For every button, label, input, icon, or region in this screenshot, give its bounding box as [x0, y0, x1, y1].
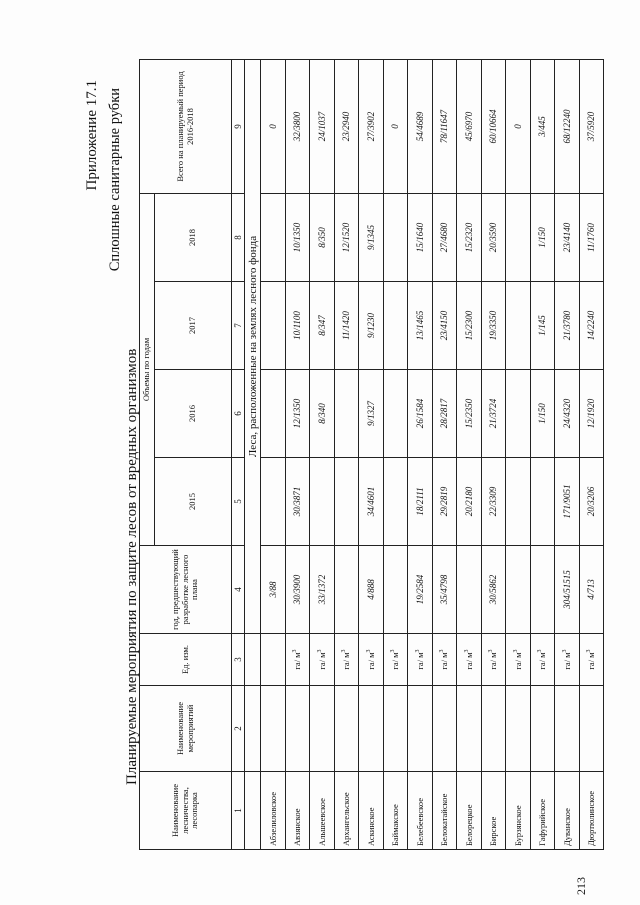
- value-total: 0: [261, 59, 286, 193]
- section-spacer: [245, 686, 261, 772]
- value-total: 60/10664: [481, 59, 506, 193]
- unit-superscript: 3: [390, 649, 397, 653]
- value-2018: [261, 193, 286, 281]
- column-number: 5: [232, 458, 245, 546]
- measure-cell: [579, 686, 604, 772]
- value-2017: [506, 282, 531, 370]
- value-2018: 1/150: [530, 193, 555, 281]
- table-row: [408, 59, 433, 849]
- measure-cell: [334, 686, 359, 772]
- unit-text: га/ м: [463, 652, 474, 670]
- value-2017: 14/2240: [579, 282, 604, 370]
- unit-superscript: 3: [463, 649, 470, 653]
- unit-superscript: 3: [488, 649, 495, 653]
- value-prior-year: [457, 546, 482, 634]
- unit-superscript: 3: [439, 649, 446, 653]
- unit-cell: [383, 634, 408, 686]
- value-2016: 9/1327: [359, 370, 384, 458]
- value-prior-year: [506, 546, 531, 634]
- value-2018: 8/350: [310, 193, 335, 281]
- value-total: 0: [383, 59, 408, 193]
- table-row: [506, 59, 531, 849]
- value-total: 0: [506, 59, 531, 193]
- unit-cell: [432, 634, 457, 686]
- measure-cell: [530, 686, 555, 772]
- measure-cell: [457, 686, 482, 772]
- unit-text: га/ м: [292, 652, 303, 670]
- header-total: Всего на планируемый период 2016-2018: [140, 59, 232, 193]
- table-row: [530, 59, 555, 849]
- value-2017: [383, 282, 408, 370]
- value-prior-year: 4/888: [359, 546, 384, 634]
- value-2017: 8/347: [310, 282, 335, 370]
- value-2017: 9/1230: [359, 282, 384, 370]
- value-2015: [383, 458, 408, 546]
- value-2016: [506, 370, 531, 458]
- value-2016: 21/3724: [481, 370, 506, 458]
- value-2016: [261, 370, 286, 458]
- value-2017: 23/4150: [432, 282, 457, 370]
- unit-text: га/ м: [488, 652, 499, 670]
- value-2015: 29/2819: [432, 458, 457, 546]
- unit-cell: [530, 634, 555, 686]
- value-2015: 18/2111: [408, 458, 433, 546]
- table-subtitle: Сплошные санитарные рубки: [107, 88, 123, 272]
- unit-text: га/ м: [316, 652, 327, 670]
- forestry-name: Абзелиловское: [261, 772, 286, 850]
- header-prior-year: год, предшествующий разработке лесного плана: [140, 546, 232, 634]
- header-2015: 2015: [155, 458, 232, 546]
- column-number: 8: [232, 193, 245, 281]
- value-2015: 30/3871: [285, 458, 310, 546]
- header-2017: 2017: [155, 282, 232, 370]
- value-2015: 22/3309: [481, 458, 506, 546]
- value-2018: 27/4680: [432, 193, 457, 281]
- table-row: [285, 59, 310, 849]
- unit-cell: [579, 634, 604, 686]
- header-2018: 2018: [155, 193, 232, 281]
- value-2018: 15/2320: [457, 193, 482, 281]
- measure-cell: [506, 686, 531, 772]
- value-2015: 20/3206: [579, 458, 604, 546]
- appendix-label: Приложение 17.1: [84, 80, 100, 191]
- table-row: [310, 59, 335, 849]
- column-number: 7: [232, 282, 245, 370]
- forestry-name: Дуванское: [555, 772, 580, 850]
- unit-text: га/ м: [537, 652, 548, 670]
- forestry-name: Баймакское: [383, 772, 408, 850]
- header-volumes-by-year: Объемы по годам: [140, 193, 155, 545]
- forestry-name: Бурзянское: [506, 772, 531, 850]
- value-2017: 15/2300: [457, 282, 482, 370]
- value-total: 27/3902: [359, 59, 384, 193]
- value-total: 78/11647: [432, 59, 457, 193]
- value-2016: 24/4320: [555, 370, 580, 458]
- unit-superscript: 3: [365, 649, 372, 653]
- measure-cell: [432, 686, 457, 772]
- value-total: 54/4689: [408, 59, 433, 193]
- column-number: 4: [232, 546, 245, 634]
- header-forestry: Наименование лесничества, лесопарка: [140, 772, 232, 850]
- value-2018: [506, 193, 531, 281]
- unit-cell: [481, 634, 506, 686]
- page-number: 213: [574, 877, 588, 895]
- table-row: [261, 59, 286, 849]
- column-number: 1: [232, 772, 245, 850]
- forestry-name: Белорецкое: [457, 772, 482, 850]
- unit-cell: [555, 634, 580, 686]
- value-prior-year: 30/5862: [481, 546, 506, 634]
- value-prior-year: 30/3900: [285, 546, 310, 634]
- forestry-name: Белокатайское: [432, 772, 457, 850]
- value-2017: 13/1465: [408, 282, 433, 370]
- column-number: 3: [232, 634, 245, 686]
- value-total: 23/2940: [334, 59, 359, 193]
- table-row: [579, 59, 604, 849]
- table-row: [555, 59, 580, 849]
- value-2015: [334, 458, 359, 546]
- value-2017: 19/3350: [481, 282, 506, 370]
- value-prior-year: 3/88: [261, 546, 286, 634]
- forestry-name: Дюртюлинское: [579, 772, 604, 850]
- section-spacer: [245, 634, 261, 686]
- value-2018: 20/3590: [481, 193, 506, 281]
- value-2016: 12/1350: [285, 370, 310, 458]
- value-2017: 11/1420: [334, 282, 359, 370]
- unit-text: га/ м: [414, 652, 425, 670]
- value-prior-year: [530, 546, 555, 634]
- forestry-name: Авзянское: [285, 772, 310, 850]
- value-2016: 12/1920: [579, 370, 604, 458]
- value-2016: 26/1584: [408, 370, 433, 458]
- column-number: 2: [232, 686, 245, 772]
- measure-cell: [555, 686, 580, 772]
- measure-cell: [359, 686, 384, 772]
- value-2015: [530, 458, 555, 546]
- table-row: [383, 59, 408, 849]
- unit-superscript: 3: [537, 649, 544, 653]
- unit-text: га/ м: [439, 652, 450, 670]
- unit-superscript: 3: [341, 649, 348, 653]
- unit-superscript: 3: [561, 649, 568, 653]
- unit-cell: [310, 634, 335, 686]
- measure-cell: [481, 686, 506, 772]
- value-prior-year: 19/2584: [408, 546, 433, 634]
- value-2015: 20/2180: [457, 458, 482, 546]
- value-2016: [383, 370, 408, 458]
- unit-cell: [285, 634, 310, 686]
- header-unit: Ед. изм.: [140, 634, 232, 686]
- value-2015: [506, 458, 531, 546]
- value-2015: [261, 458, 286, 546]
- value-prior-year: 35/4798: [432, 546, 457, 634]
- value-2017: 21/3780: [555, 282, 580, 370]
- unit-superscript: 3: [512, 649, 519, 653]
- value-2016: 15/2350: [457, 370, 482, 458]
- value-2018: 12/1520: [334, 193, 359, 281]
- value-prior-year: 33/1372: [310, 546, 335, 634]
- section-spacer: [245, 772, 261, 850]
- measure-cell: [261, 686, 286, 772]
- section-title: Леса, расположенные на землях лесного фонда: [245, 59, 261, 633]
- document-title: Планируемые мероприятия по защите лесов от вредных организмов: [124, 348, 140, 785]
- value-prior-year: [334, 546, 359, 634]
- unit-text: га/ м: [512, 652, 523, 670]
- value-total: 24/1037: [310, 59, 335, 193]
- unit-superscript: 3: [316, 649, 323, 653]
- unit-cell: [506, 634, 531, 686]
- value-total: 37/5920: [579, 59, 604, 193]
- column-number: 9: [232, 59, 245, 193]
- measure-cell: [383, 686, 408, 772]
- unit-cell: [359, 634, 384, 686]
- forestry-name: Архангельское: [334, 772, 359, 850]
- measure-cell: [408, 686, 433, 772]
- value-2016: 28/2817: [432, 370, 457, 458]
- forestry-name: Гафурийское: [530, 772, 555, 850]
- table-row: [334, 59, 359, 849]
- forestry-name: Альшеевское: [310, 772, 335, 850]
- unit-superscript: 3: [586, 649, 593, 653]
- unit-text: га/ м: [586, 652, 597, 670]
- unit-text: га/ м: [561, 652, 572, 670]
- unit-cell: [457, 634, 482, 686]
- value-2017: 10/1100: [285, 282, 310, 370]
- unit-cell: [261, 634, 286, 686]
- value-total: 45/6970: [457, 59, 482, 193]
- value-total: 68/12240: [555, 59, 580, 193]
- value-2017: 1/145: [530, 282, 555, 370]
- table-row: [432, 59, 457, 849]
- value-total: 32/3800: [285, 59, 310, 193]
- value-2015: [310, 458, 335, 546]
- table-row: [481, 59, 506, 849]
- value-2018: [383, 193, 408, 281]
- value-2018: 10/1350: [285, 193, 310, 281]
- value-2016: [334, 370, 359, 458]
- unit-text: га/ м: [390, 652, 401, 670]
- value-2018: 15/1640: [408, 193, 433, 281]
- unit-cell: [408, 634, 433, 686]
- value-2017: [261, 282, 286, 370]
- forestry-name: Аскинское: [359, 772, 384, 850]
- unit-text: га/ м: [341, 652, 352, 670]
- table-row: [457, 59, 482, 849]
- value-2016: 8/340: [310, 370, 335, 458]
- header-measures: Наименование мероприятий: [140, 686, 232, 772]
- value-prior-year: [383, 546, 408, 634]
- value-prior-year: 4/713: [579, 546, 604, 634]
- value-2018: 11/1760: [579, 193, 604, 281]
- unit-cell: [334, 634, 359, 686]
- measures-table: [139, 59, 604, 850]
- header-2016: 2016: [155, 370, 232, 458]
- unit-text: га/ м: [365, 652, 376, 670]
- forestry-name: Белебеевское: [408, 772, 433, 850]
- measure-cell: [310, 686, 335, 772]
- value-prior-year: 304/51515: [555, 546, 580, 634]
- unit-superscript: 3: [414, 649, 421, 653]
- value-total: 3/445: [530, 59, 555, 193]
- unit-superscript: 3: [292, 649, 299, 653]
- value-2015: 171/9051: [555, 458, 580, 546]
- forestry-name: Бирское: [481, 772, 506, 850]
- value-2018: 23/4140: [555, 193, 580, 281]
- value-2016: 1/150: [530, 370, 555, 458]
- column-number: 6: [232, 370, 245, 458]
- value-2018: 9/1345: [359, 193, 384, 281]
- value-2015: 34/4601: [359, 458, 384, 546]
- measure-cell: [285, 686, 310, 772]
- table-row: [359, 59, 384, 849]
